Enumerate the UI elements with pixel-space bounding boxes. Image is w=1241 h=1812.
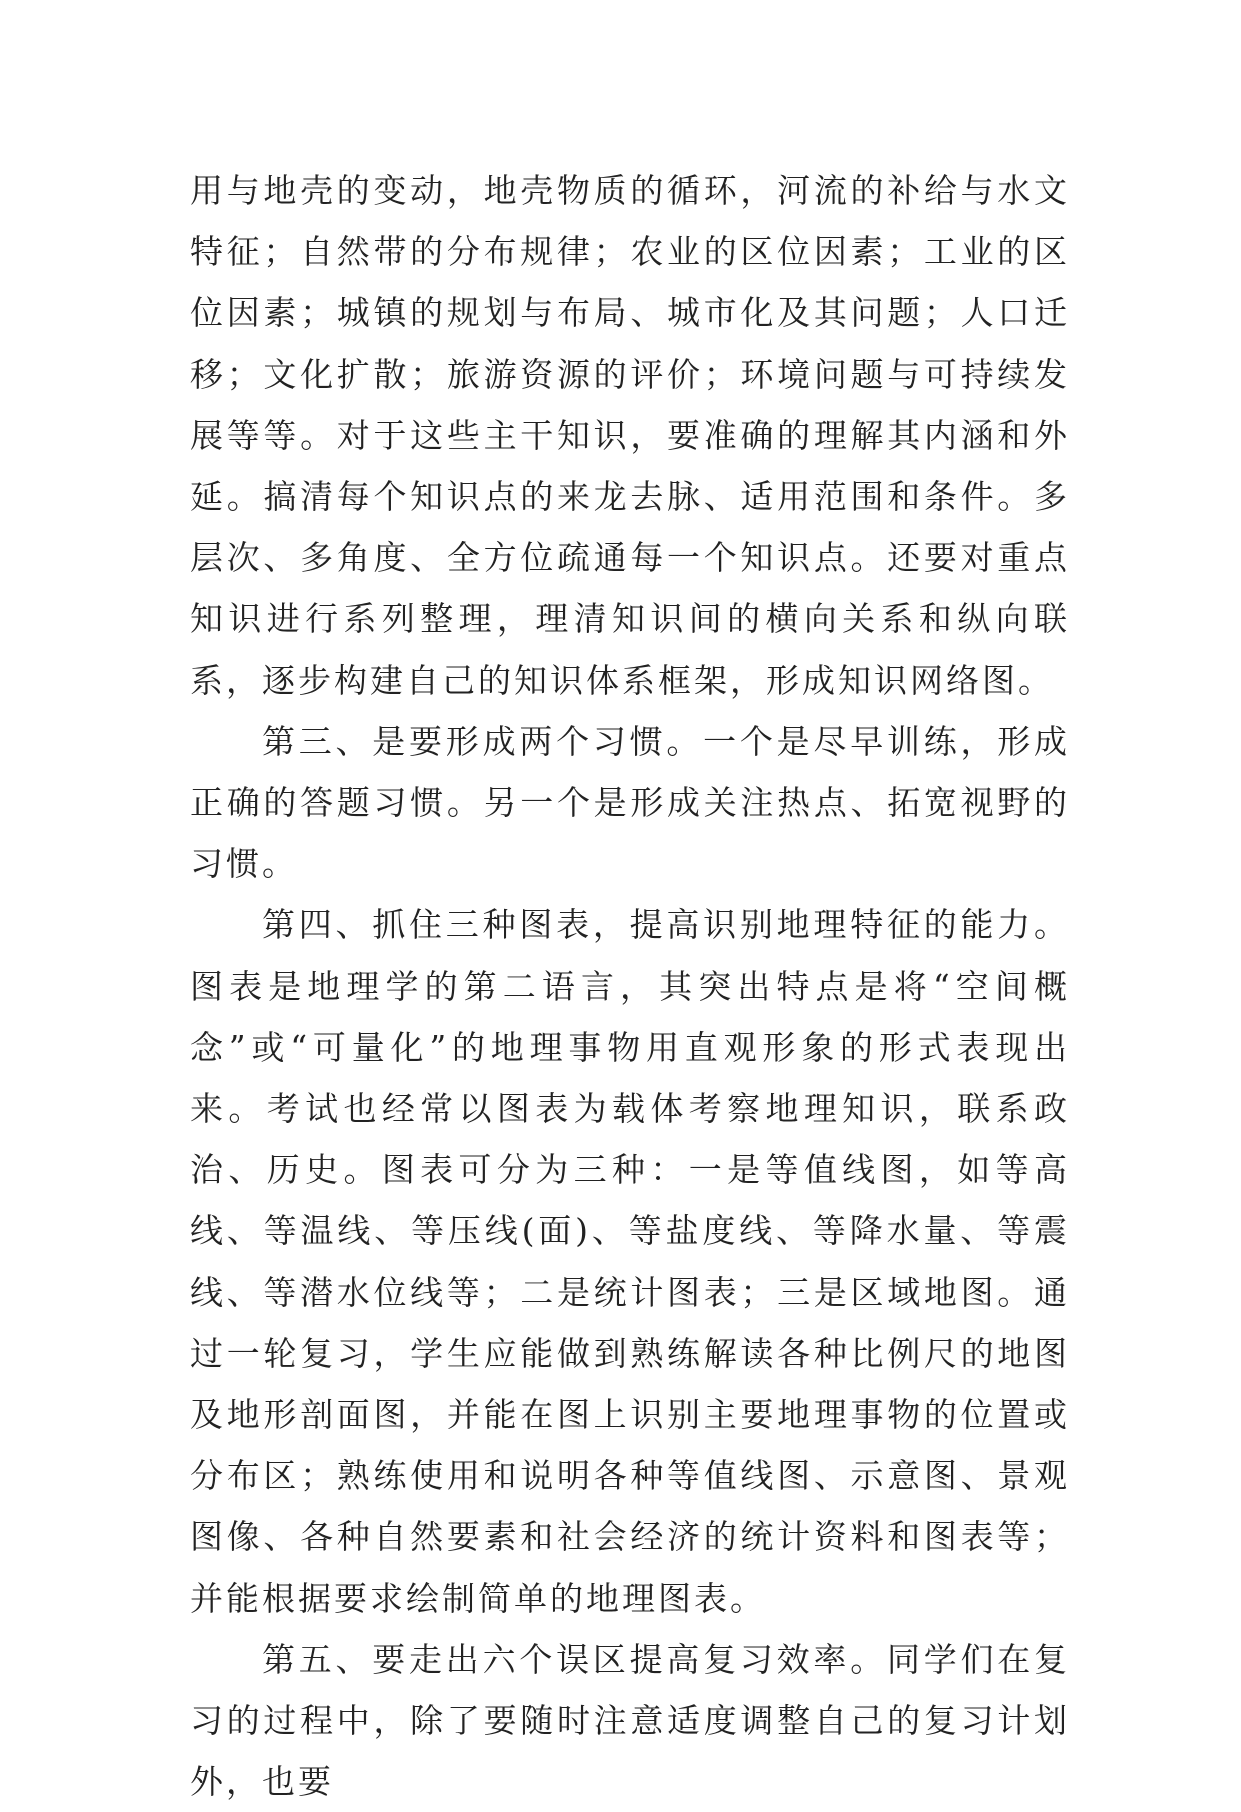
body-text xyxy=(190,160,1070,1812)
paragraph-1: 用与地壳的变动，地壳物质的循环，河流的补给与水文特征；自然带的分布规律；农业的区位因素；工业的区位因素；城镇的规划与布局、城市化及其问题；人口迁移；文化扩散；旅游资源的评价；环境问题与可持续发展等等。对于这些主干知识，要准确的理解其内涵和外延。搞清每个知识点的来龙去脉、适用范围和条件。多层次、多角度、全方位疏通每一个知识点。还要对重点知识进行系列整理，理清知识间的横向关系和纵向联系，逐步构建自己的知识体系框架，形成知识网络图。 xyxy=(190,171,1070,700)
paragraph-2: 第三、是要形成两个习惯。一个是尽早训练，形成正确的答题习惯。另一个是形成关注热点、拓宽视野的习惯。 xyxy=(190,721,1070,884)
paragraph-3: 第四、抓住三种图表，提高识别地理特征的能力。图表是地理学的第二语言，其突出特点是将“空间概念”或“可量化”的地理事物用直观形象的形式表现出 来。考试也经常以图表为载体考察地理知识，联系政治、历史。图表可分为三种：一是等值线图，如等高线、等温线、等压线(面)、等盐度线、等降水量、等震 线、等潜水位线等；二是统计图表；三是区域地图。通过一轮复习，学生应能做到熟练解读各种比例尺的地图及地形剖面图，并能在图上识别主要地理事物的位置或分布区；熟练使用和说明各种等值线图、示意图、景观图像、各种自然要素和社会经济的统计资料和图表等；并能根据要求绘制简单的地理图表。 xyxy=(190,905,1070,1618)
paragraph-4: 第五、要走出六个误区提高复习效率。同学们在复习的过程中，除了要随时注意适度调整自己的复习计划外，也要 xyxy=(190,1639,1070,1802)
